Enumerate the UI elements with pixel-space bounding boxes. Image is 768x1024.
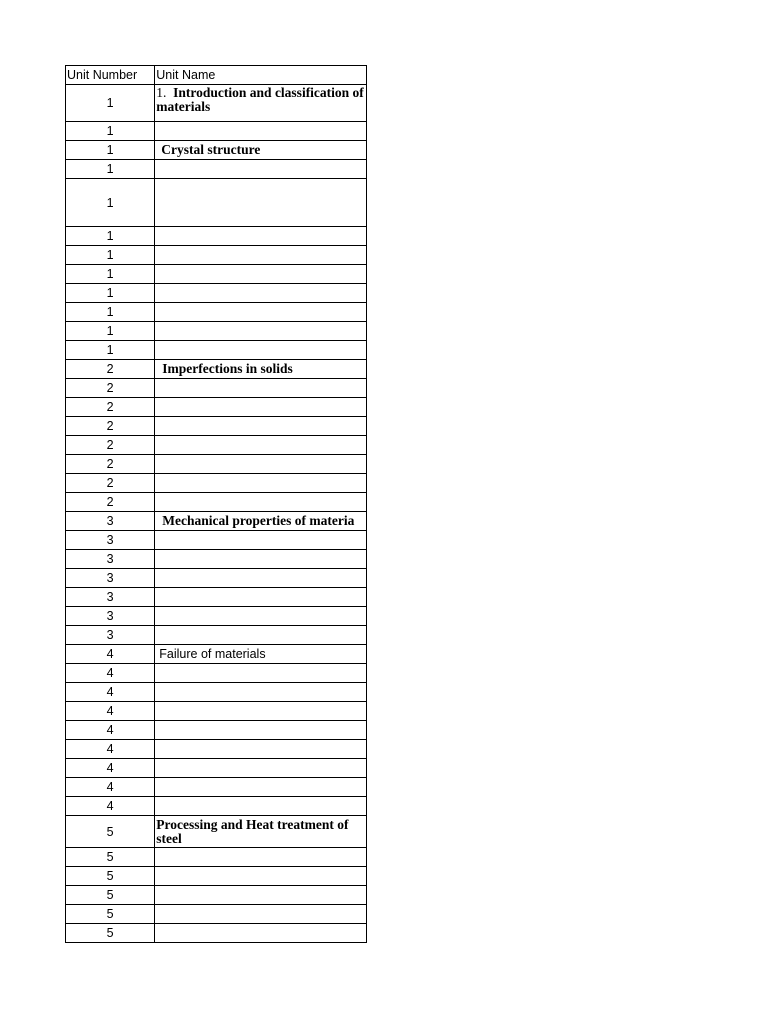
unit-name-cell[interactable] xyxy=(155,607,367,626)
unit-number-cell[interactable]: 5 xyxy=(66,924,155,943)
unit-number-cell[interactable]: 2 xyxy=(66,455,155,474)
table-row xyxy=(66,341,367,360)
unit-name-cell[interactable] xyxy=(155,341,367,360)
table-row xyxy=(66,924,367,943)
table-row xyxy=(66,455,367,474)
unit-number-cell[interactable]: 4 xyxy=(66,683,155,702)
unit-number-cell[interactable]: 4 xyxy=(66,664,155,683)
table-row xyxy=(66,303,367,322)
table-row xyxy=(66,664,367,683)
unit-number-cell[interactable]: 1 xyxy=(66,122,155,141)
unit-title: Introduction and classification of materials xyxy=(156,85,364,114)
unit-number-cell[interactable]: 3 xyxy=(66,512,155,531)
unit-name-cell[interactable] xyxy=(155,227,367,246)
unit-number-cell[interactable]: 2 xyxy=(66,474,155,493)
table-row xyxy=(66,85,367,122)
unit-number-cell[interactable]: 2 xyxy=(66,379,155,398)
unit-number-cell[interactable]: 1 xyxy=(66,160,155,179)
unit-number-cell[interactable]: 5 xyxy=(66,886,155,905)
unit-number-cell[interactable]: 3 xyxy=(66,588,155,607)
unit-number-cell[interactable]: 1 xyxy=(66,303,155,322)
unit-name-cell[interactable] xyxy=(155,417,367,436)
table-row xyxy=(66,227,367,246)
unit-name-cell[interactable] xyxy=(155,683,367,702)
table-body xyxy=(66,85,367,943)
unit-number-cell[interactable]: 3 xyxy=(66,531,155,550)
unit-name-cell[interactable] xyxy=(155,626,367,645)
unit-name-cell[interactable] xyxy=(155,867,367,886)
table-row xyxy=(66,360,367,379)
unit-name-cell[interactable] xyxy=(155,905,367,924)
table-row xyxy=(66,436,367,455)
unit-number-cell[interactable]: 1 xyxy=(66,341,155,360)
table-row xyxy=(66,867,367,886)
unit-name-cell[interactable] xyxy=(155,122,367,141)
unit-name-cell[interactable] xyxy=(155,759,367,778)
table-row xyxy=(66,179,367,227)
unit-name-cell[interactable] xyxy=(155,246,367,265)
table-row xyxy=(66,474,367,493)
unit-name-cell[interactable] xyxy=(155,588,367,607)
unit-number-cell[interactable]: 1 xyxy=(66,179,155,227)
unit-number-cell[interactable]: 4 xyxy=(66,797,155,816)
table-row xyxy=(66,246,367,265)
unit-name-cell[interactable] xyxy=(155,436,367,455)
unit-number-cell[interactable]: 1 xyxy=(66,141,155,160)
header-row xyxy=(66,66,367,85)
unit-name-cell[interactable] xyxy=(155,702,367,721)
unit-number-cell[interactable]: 1 xyxy=(66,265,155,284)
table-row xyxy=(66,531,367,550)
unit-number-cell[interactable]: 4 xyxy=(66,645,155,664)
unit-number-cell[interactable]: 4 xyxy=(66,759,155,778)
unit-name-cell[interactable] xyxy=(155,569,367,588)
unit-name-cell[interactable] xyxy=(155,740,367,759)
unit-number-cell[interactable]: 5 xyxy=(66,848,155,867)
unit-number-cell[interactable]: 3 xyxy=(66,569,155,588)
unit-name-cell[interactable] xyxy=(155,474,367,493)
unit-number-cell[interactable]: 1 xyxy=(66,284,155,303)
unit-name-cell[interactable] xyxy=(155,848,367,867)
header-unit-number[interactable]: Unit Number xyxy=(66,66,155,85)
unit-name-cell[interactable]: Processing and Heat treatment of steel xyxy=(155,816,367,848)
unit-number-cell[interactable]: 2 xyxy=(66,493,155,512)
unit-name-cell[interactable] xyxy=(155,778,367,797)
unit-number-cell[interactable]: 3 xyxy=(66,550,155,569)
unit-number-cell[interactable]: 3 xyxy=(66,626,155,645)
unit-number-cell[interactable]: 4 xyxy=(66,721,155,740)
unit-number-cell[interactable]: 2 xyxy=(66,398,155,417)
table-row xyxy=(66,778,367,797)
table-row xyxy=(66,398,367,417)
table-row xyxy=(66,265,367,284)
units-table xyxy=(65,65,367,943)
unit-number-cell[interactable]: 1 xyxy=(66,322,155,341)
table-row xyxy=(66,588,367,607)
table-row xyxy=(66,284,367,303)
table-row xyxy=(66,816,367,848)
unit-number-cell[interactable]: 5 xyxy=(66,905,155,924)
list-number: 1. xyxy=(156,85,174,100)
unit-name-cell[interactable] xyxy=(155,721,367,740)
unit-name-cell[interactable] xyxy=(155,284,367,303)
unit-number-cell[interactable]: 3 xyxy=(66,607,155,626)
unit-name-cell[interactable]: Imperfections in solids xyxy=(155,360,367,379)
table-row xyxy=(66,160,367,179)
unit-number-cell[interactable]: 2 xyxy=(66,417,155,436)
table-row xyxy=(66,740,367,759)
table-row xyxy=(66,379,367,398)
unit-number-cell[interactable]: 1 xyxy=(66,85,155,122)
header-unit-name[interactable]: Unit Name xyxy=(155,66,367,85)
table-row xyxy=(66,702,367,721)
unit-number-cell[interactable]: 2 xyxy=(66,360,155,379)
unit-number-cell[interactable]: 1 xyxy=(66,246,155,265)
table-row xyxy=(66,607,367,626)
unit-name-cell[interactable] xyxy=(155,531,367,550)
unit-name-cell[interactable] xyxy=(155,664,367,683)
table-row xyxy=(66,626,367,645)
unit-name-cell[interactable] xyxy=(155,265,367,284)
table-row xyxy=(66,493,367,512)
unit-number-cell[interactable]: 1 xyxy=(66,227,155,246)
unit-name-cell[interactable] xyxy=(155,85,367,122)
table-row xyxy=(66,797,367,816)
unit-name-cell[interactable] xyxy=(155,550,367,569)
unit-name-cell[interactable] xyxy=(155,179,367,227)
unit-number-cell[interactable]: 2 xyxy=(66,436,155,455)
unit-name-cell[interactable] xyxy=(155,379,367,398)
unit-number-cell[interactable]: 5 xyxy=(66,816,155,848)
unit-name-cell[interactable] xyxy=(155,322,367,341)
unit-name-cell[interactable] xyxy=(155,455,367,474)
unit-name-cell[interactable] xyxy=(155,924,367,943)
table-row xyxy=(66,721,367,740)
table-row xyxy=(66,683,367,702)
table-row xyxy=(66,759,367,778)
unit-name-cell[interactable] xyxy=(155,797,367,816)
table-row xyxy=(66,848,367,867)
unit-name-cell[interactable]: Failure of materials xyxy=(155,645,367,664)
table-row xyxy=(66,322,367,341)
table-row xyxy=(66,905,367,924)
table-row xyxy=(66,550,367,569)
unit-number-cell[interactable]: 4 xyxy=(66,740,155,759)
unit-name-cell[interactable]: Crystal structure xyxy=(155,141,367,160)
table-row xyxy=(66,417,367,436)
spreadsheet xyxy=(65,65,367,943)
table-row xyxy=(66,886,367,905)
table-row xyxy=(66,122,367,141)
unit-name-cell[interactable]: Mechanical properties of materia xyxy=(155,512,367,531)
unit-name-cell[interactable] xyxy=(155,303,367,322)
unit-name-cell[interactable] xyxy=(155,886,367,905)
table-row xyxy=(66,569,367,588)
unit-name-cell[interactable] xyxy=(155,160,367,179)
unit-name-cell[interactable] xyxy=(155,398,367,417)
unit-number-cell[interactable]: 4 xyxy=(66,702,155,721)
table-row xyxy=(66,512,367,531)
table-row xyxy=(66,141,367,160)
table-row xyxy=(66,645,367,664)
unit-name-cell[interactable] xyxy=(155,493,367,512)
unit-number-cell[interactable]: 5 xyxy=(66,867,155,886)
unit-number-cell[interactable]: 4 xyxy=(66,778,155,797)
